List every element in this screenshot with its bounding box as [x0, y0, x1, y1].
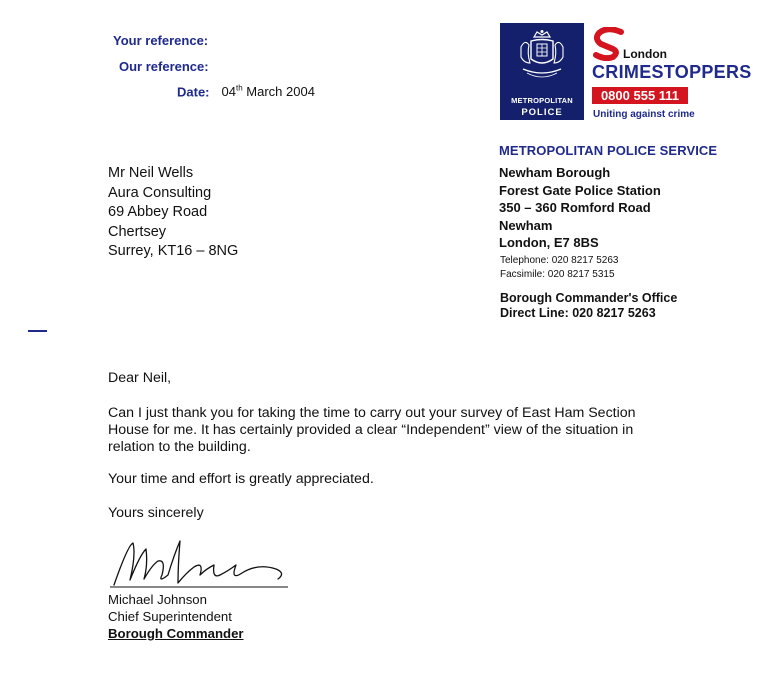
crimestoppers-phone: 0800 555 111	[592, 87, 688, 104]
your-reference-label: Your reference:	[113, 33, 209, 48]
recipient-line: Mr Neil Wells	[108, 165, 194, 181]
office-name: Borough Commander's Office	[500, 291, 678, 305]
date-rest: March 2004	[242, 84, 315, 100]
telephone-number: Telephone: 020 8217 5263	[500, 255, 619, 266]
our-reference-label: Our reference:	[119, 59, 209, 74]
recipient-line: Aura Consulting	[108, 184, 212, 201]
date-day: 04	[221, 84, 236, 100]
paragraph-line: relation to the building.	[108, 439, 251, 455]
paragraph-thanks	[108, 405, 708, 456]
handwritten-signature	[108, 535, 293, 597]
signatory-rank: Chief Superintendent	[108, 609, 232, 624]
police-crest-icon	[517, 29, 567, 89]
date-value	[222, 84, 315, 99]
closing: Yours sincerely	[108, 505, 204, 521]
paragraph-line: Can I just thank you for taking the time to carry out your survey of East Ham Section	[108, 405, 636, 421]
recipient-line: Chertsey	[108, 223, 167, 240]
date-label: Date:	[177, 84, 210, 100]
crimestoppers-name: CRIMESTOPPERS	[592, 62, 752, 82]
recipient-line: 69 Abbey Road	[108, 204, 208, 220]
station-line: London, E7 8BS	[499, 235, 599, 250]
station-line: Newham Borough	[499, 165, 611, 180]
date-row	[177, 84, 315, 99]
date-suffix: th	[235, 84, 243, 93]
police-service-title: METROPOLITAN POLICE SERVICE	[499, 143, 718, 158]
crest-line2: POLICE	[521, 107, 563, 118]
contact-numbers	[500, 254, 618, 281]
station-line: Forest Gate Police Station	[499, 182, 661, 198]
direct-line: Direct Line: 020 8217 5263	[500, 306, 656, 320]
crimestoppers-tagline: Uniting against crime	[593, 109, 695, 120]
our-reference	[119, 59, 209, 74]
crimestoppers-s-icon	[592, 27, 626, 61]
station-address	[499, 164, 661, 252]
signatory-role: Borough Commander	[108, 626, 244, 641]
commander-office	[500, 291, 677, 321]
signatory-name: Michael Johnson	[108, 592, 207, 607]
crimestoppers-city: London	[623, 47, 667, 61]
paragraph-appreciation: Your time and effort is greatly appreciated.	[108, 471, 374, 487]
station-line: Newham	[499, 217, 553, 233]
crest-line1: METROPOLITAN	[511, 96, 573, 105]
paragraph-line: House for me. It has certainly provided a clear “Independent” view of the situation in	[108, 422, 634, 438]
your-reference	[113, 33, 208, 48]
facsimile-number: Facsimile: 020 8217 5315	[500, 268, 615, 280]
recipient-line: Surrey, KT16 – 8NG	[108, 243, 239, 259]
metropolitan-police-logo	[500, 23, 584, 120]
recipient-address	[108, 164, 238, 262]
station-line: 350 – 360 Romford Road	[499, 200, 651, 215]
fold-mark	[28, 330, 47, 332]
salutation: Dear Neil,	[108, 370, 172, 386]
